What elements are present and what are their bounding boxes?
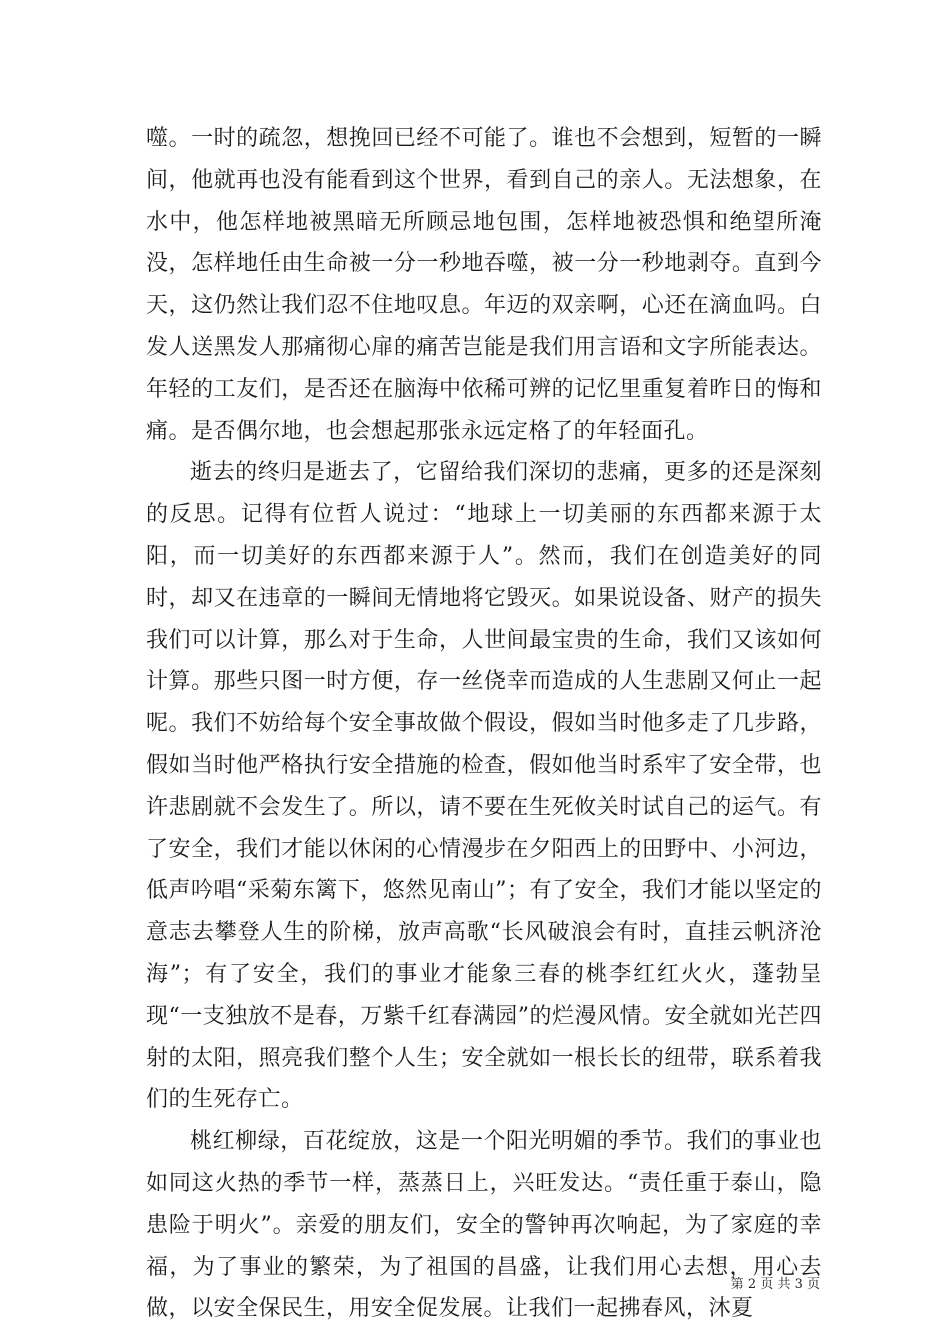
paragraph-1: 噬。一时的疏忽，想挽回已经不可能了。谁也不会想到，短暂的一瞬间，他就再也没有能看到这个世界，看到自己的亲人。无法想象，在水中，他怎样地被黑暗无所顾忌地包围，怎样地被恐惧和绝望所淹没，怎样地任由生命被一分一秒地吞噬，被一分一秒地剥夺。直到今天，这仍然让我们忍不住地叹息。年迈的双亲啊，心还在滴血吗。白发人送黑发人那痛彻心扉的痛苦岂能是我们用言语和文字所能表达。年轻的工友们，是否还在脑海中依稀可辨的记忆里重复着昨日的悔和痛。是否偶尔地，也会想起那张永远定格了的年轻面孔。 [146,126,822,444]
paragraph-2: 逝去的终归是逝去了，它留给我们深切的悲痛，更多的还是深刻的反思。记得有位哲人说过：“地球上一切美丽的东西都来源于太阳，而一切美好的东西都来源于人”。然而，我们在创造美好的同时，却又在违章的一瞬间无情地将它毁灭。如果说设备、财产的损失我们可以计算，那么对于生命，人世间最宝贵的生命，我们又该如何计算。那些只图一时方便，存一丝侥幸而造成的人生悲剧又何止一起呢。我们不妨给每个安全事故做个假设，假如当时他多走了几步路，假如当时他严格执行安全措施的检查，假如他当时系牢了安全带，也许悲剧就不会发生了。所以，请不要在生死攸关时试自己的运气。有了安全，我们才能以休闲的心情漫步在夕阳西上的田野中、小河边，低声吟唱“采菊东篱下，悠然见南山”；有了安全，我们才能以坚定的意志去攀登人生的阶梯，放声高歌“长风破浪会有时，直挂云帆济沧海”；有了安全，我们的事业才能象三春的桃李红红火火，蓬勃呈现“一支独放不是春，万紫千红春满园”的烂漫风情。安全就如光芒四射的太阳，照亮我们整个人生；安全就如一根长长的纽带，联系着我们的生死存亡。 [146,460,822,1113]
page-number: 第 2 页 共 3 页 [730,1277,820,1292]
document-body [146,118,822,1330]
paragraph-3: 桃红柳绿，百花绽放，这是一个阳光明媚的季节。我们的事业也如同这火热的季节一样，蒸蒸日上，兴旺发达。“责任重于泰山，隐患险于明火”。亲爱的朋友们，安全的警钟再次响起，为了家庭的幸福，为了事业的繁荣，为了祖国的昌盛，让我们用心去想，用心去做，以安全保民生，用安全促发展。让我们一起拂春风，沐夏 [146,1129,822,1322]
